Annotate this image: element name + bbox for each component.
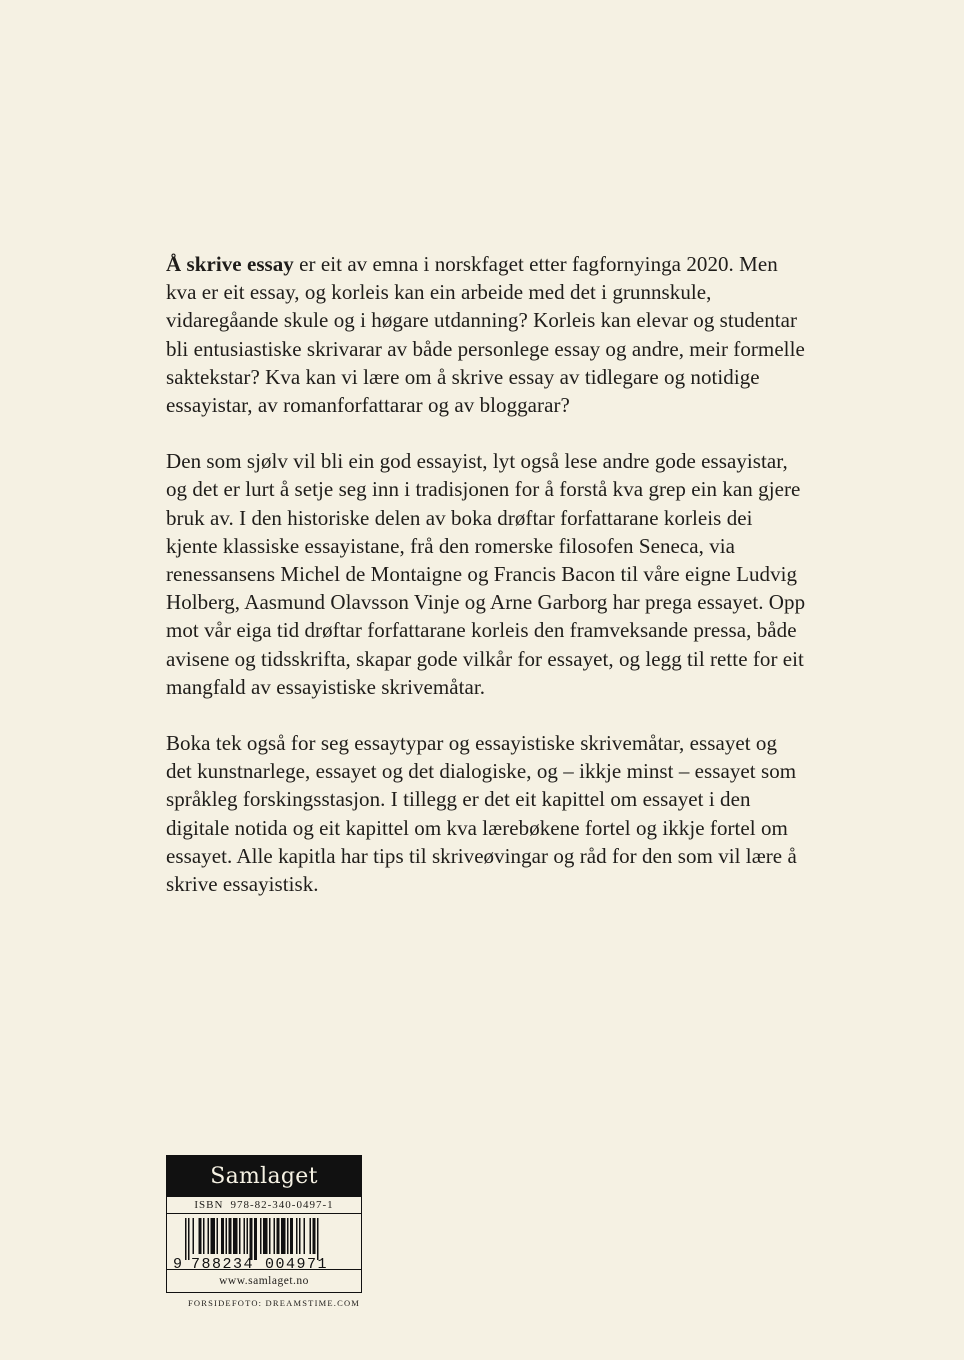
ean-first-digit: 9 xyxy=(173,1256,183,1270)
barcode-bar xyxy=(203,1218,205,1254)
barcode-bar xyxy=(229,1218,232,1254)
ean-left-digits: 788234 xyxy=(191,1256,255,1270)
barcode-bar xyxy=(304,1218,306,1254)
barcode-bar xyxy=(226,1218,228,1254)
barcode-bar xyxy=(277,1218,280,1254)
barcode-bar xyxy=(254,1218,257,1260)
barcode-bar xyxy=(296,1218,298,1254)
back-cover-blurb xyxy=(166,250,806,926)
barcode-bar xyxy=(287,1218,289,1254)
publisher-website: www.samlaget.no xyxy=(167,1269,361,1292)
barcode-bar xyxy=(263,1218,268,1254)
barcode-bar xyxy=(247,1218,249,1254)
barcode-bar xyxy=(313,1218,316,1254)
blurb-lead: Å skrive essay xyxy=(166,252,294,276)
barcode-bar xyxy=(193,1218,195,1254)
barcode-bar xyxy=(221,1218,224,1254)
barcode-bar xyxy=(299,1218,301,1254)
barcode-bar xyxy=(208,1218,210,1254)
barcode-bar xyxy=(217,1218,219,1254)
barcode-bar xyxy=(310,1218,312,1254)
barcode-box xyxy=(166,1155,362,1293)
barcode-bar xyxy=(274,1218,276,1254)
isbn-label: ISBN xyxy=(194,1199,224,1211)
publisher-logo: Samlaget xyxy=(167,1156,361,1197)
barcode-bar xyxy=(250,1218,253,1260)
barcode-bar xyxy=(290,1218,293,1254)
barcode-bar xyxy=(239,1218,241,1254)
barcode-bar xyxy=(260,1218,262,1254)
blurb-paragraph-2: Den som sjølv vil bli ein god essayist, lyt også lese andre gode essayistar, og det er lurt å setje seg inn i tradisjonen for å forstå kva grep ein kan gjere bruk av. I den historiske delen av boka drøftar forfattarane korleis dei kjente klassiske essayistane, frå den romerske filosofen Seneca, via renessansens Michel de Montaigne og Francis Bacon til våre eigne Ludvig Holberg, Aasmund Olavsson Vinje og Arne Garborg har prega essayet. Opp mot vår eiga tid drøftar forfattarane korleis den framveksande pressa, både avisene og tidsskrifta, skapar gode vilkår for essayet, og legg til rette for eit mangfald av essayistiske skrivemåtar. xyxy=(166,449,806,699)
barcode-bar xyxy=(281,1218,286,1254)
barcode-bar xyxy=(211,1218,216,1254)
barcode-bar xyxy=(233,1218,238,1254)
blurb-paragraph-1-text: er eit av emna i norskfaget etter fagfornyinga 2020. Men kva er eit essay, og korleis kan ein arbeide med det i grunnskule, vidaregåande skule og i høgare utdanning? Korleis kan elevar og studentar bli entusiastiske skrivarar av både personlege essay og andre, meir formelle saktekstar? Kva kan vi lære om å skrive essay av tidlegare og notidige essayistar, av romanforfattarar og av bloggarar? xyxy=(166,252,805,418)
ean-right-digits: 004971 xyxy=(265,1256,329,1270)
blurb-paragraph-1 xyxy=(166,250,806,419)
barcode-bar xyxy=(244,1218,246,1254)
photo-credit: FORSIDEFOTO: DREAMSTIME.COM xyxy=(188,1298,361,1308)
barcode-bar xyxy=(199,1218,202,1254)
barcode-bar xyxy=(269,1218,271,1254)
ean-barcode xyxy=(167,1216,360,1270)
isbn-row xyxy=(167,1197,361,1214)
barcode-bar xyxy=(188,1218,190,1260)
barcode-bar xyxy=(317,1218,319,1260)
blurb-paragraph-3: Boka tek også for seg essaytypar og essayistiske skrivemåtar, essayet og det kunstnarlege, essayet og det dialogiske, og – ikkje minst – essayet som språkleg forskingsstasjon. I tillegg er det eit kapittel om essayet i den digitale notida og eit kapittel om kva lærebøkene fortel og ikkje fortel om essayet. Alle kapitla har tips til skriveøvingar og råd for den som vil lære å skrive essayistisk. xyxy=(166,731,797,897)
barcode-bar xyxy=(185,1218,187,1260)
isbn-number: 978-82-340-0497-1 xyxy=(230,1199,334,1211)
